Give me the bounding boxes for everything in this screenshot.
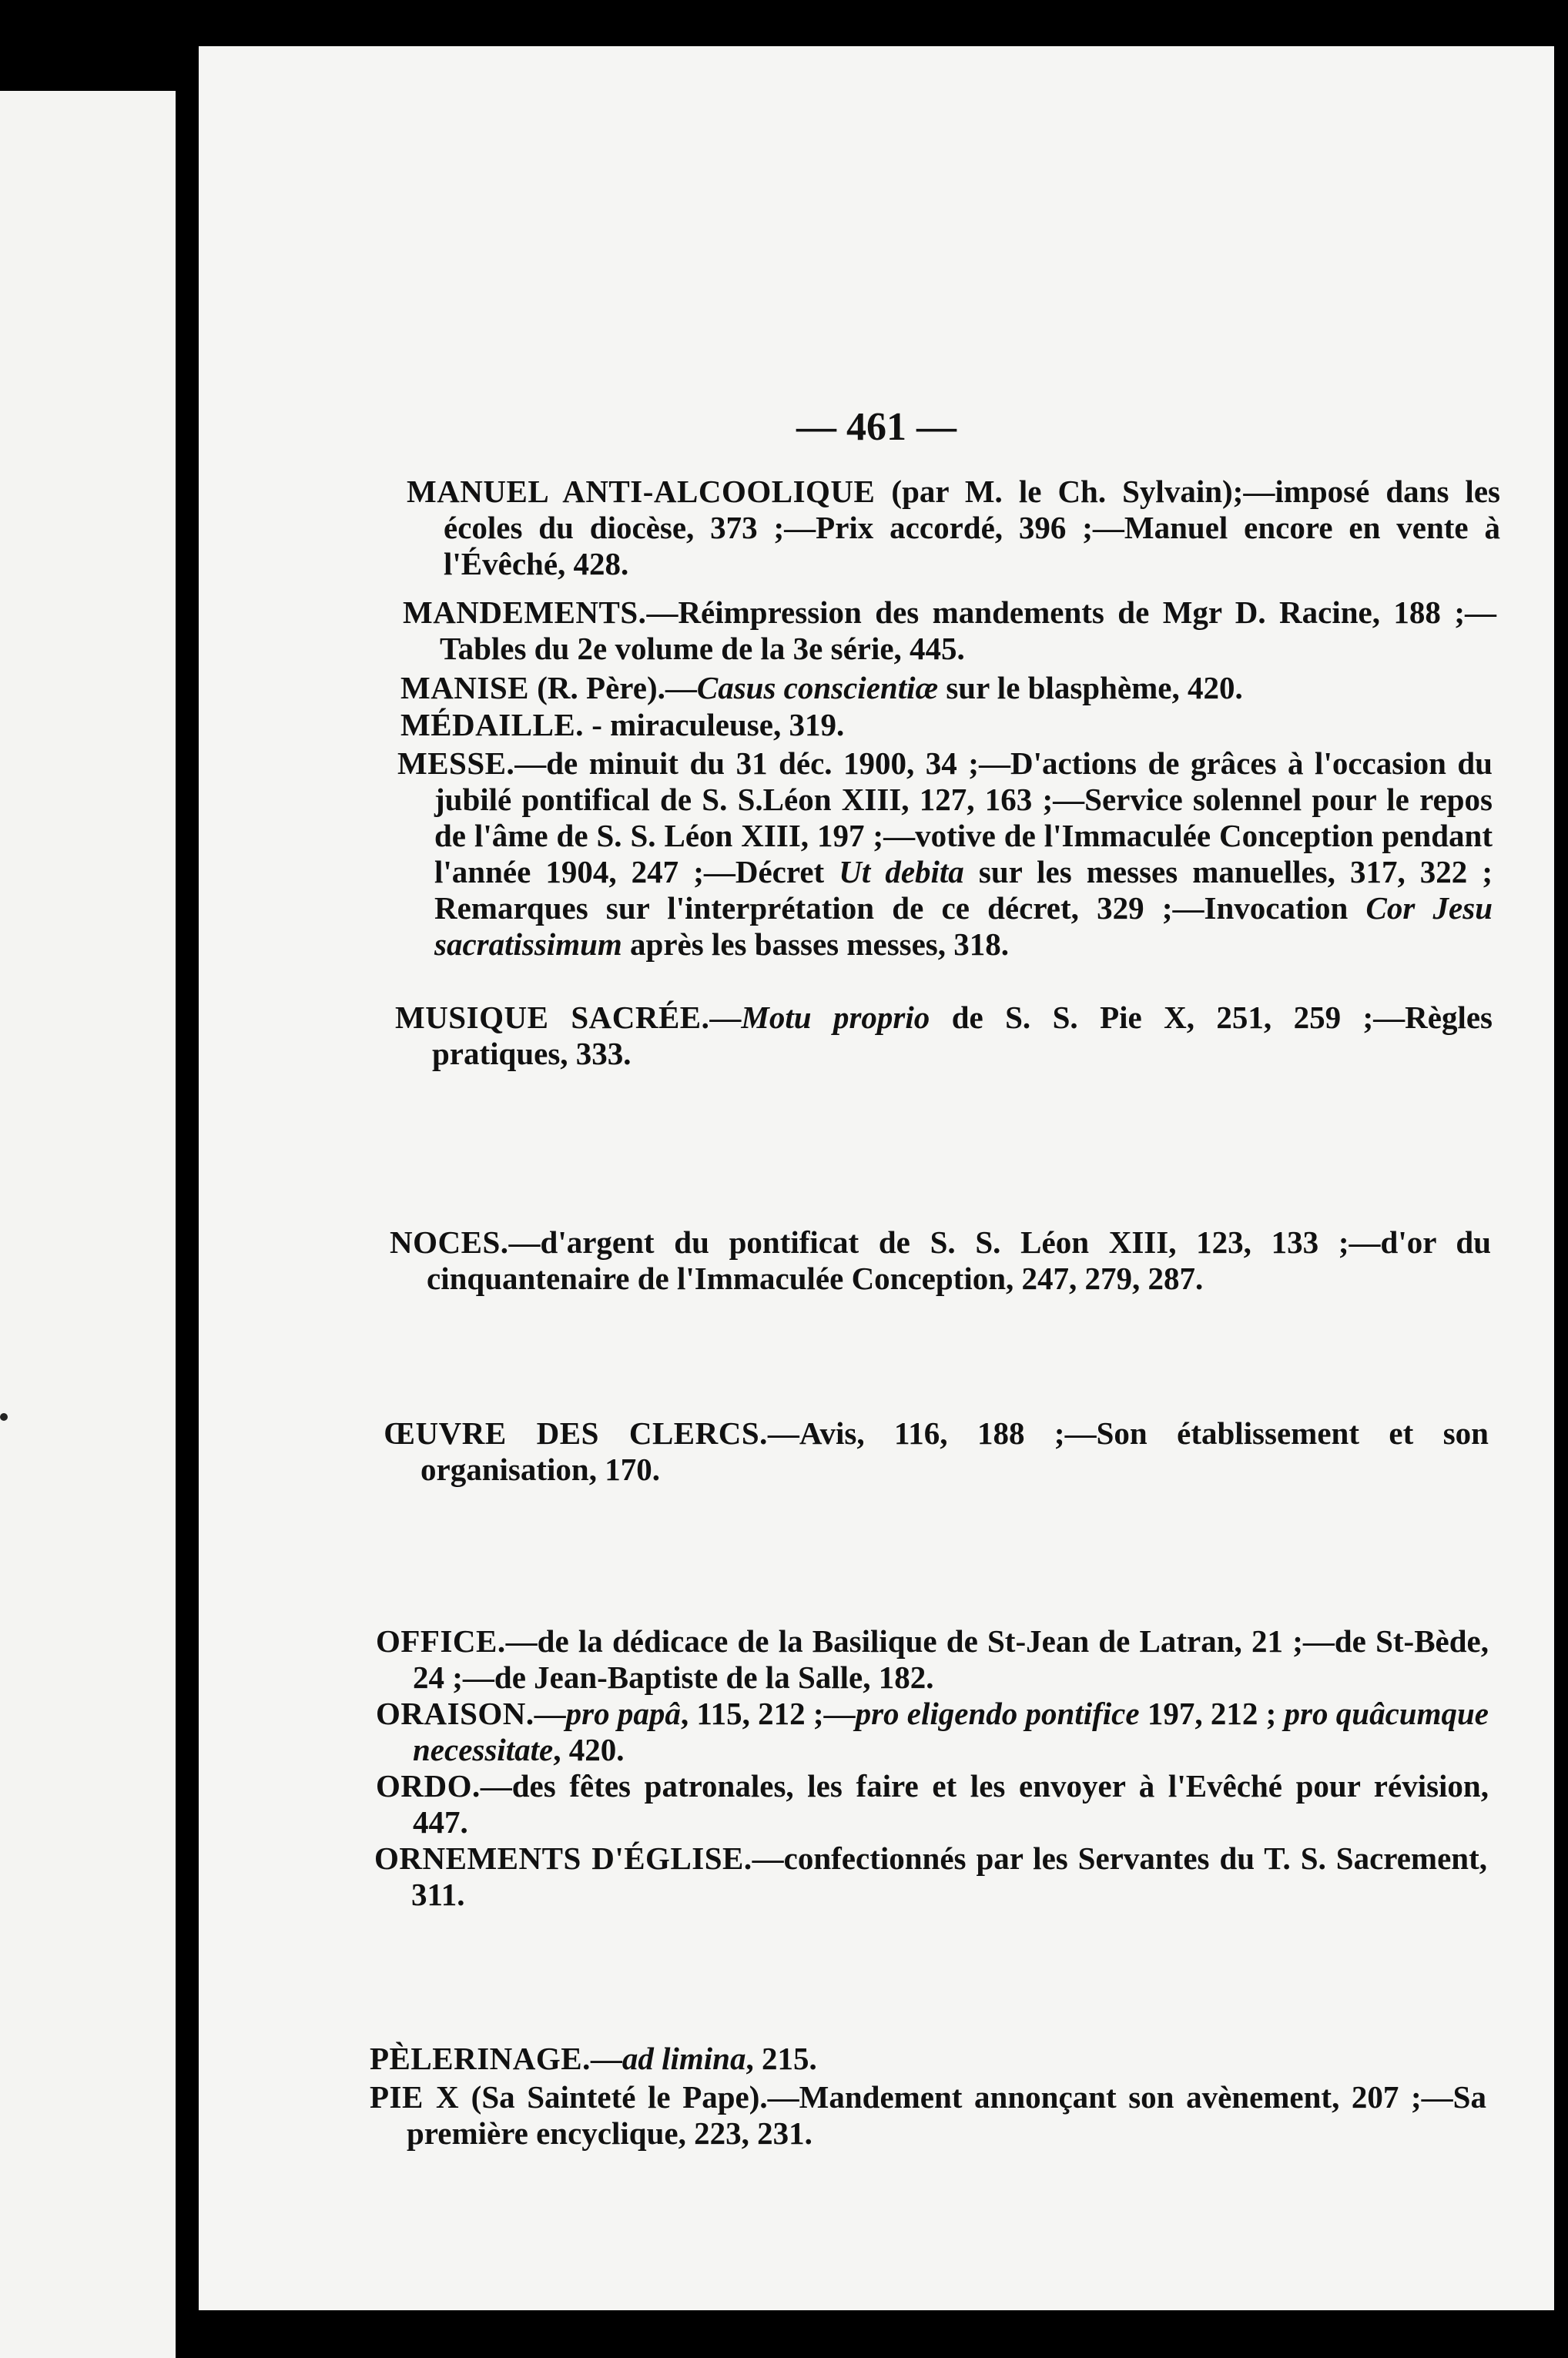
entry-text: (par M. le Ch. Sylvain);—imposé dans les écoles du diocèse, 373 ;—Prix accordé, 396 ;—Manuel encore en vente à l'Évêché, 428. — [444, 474, 1500, 581]
index-entry-mandements — [403, 595, 1496, 667]
adjacent-page-strip — [0, 91, 176, 2358]
entry-text-tail: , 115, 212 ;— — [680, 1696, 856, 1731]
entry-text-tail: sur les messes manuelles, 317, 322 ; Remarques sur l'interprétation de ce décret, 329 ;—Invocation — [434, 854, 1493, 926]
entry-text-tail: de S. S. Pie X, 251, 259 ;—Règles pratiques, 333. — [432, 1000, 1493, 1071]
page-number: — 461 — — [796, 405, 957, 449]
entry-text-tail-2: 197, 212 ; — [1139, 1696, 1285, 1731]
entry-heading: MUSIQUE SACRÉE. — [395, 1000, 710, 1035]
entry-heading: MANISE — [400, 670, 530, 705]
index-entry-ornements — [374, 1841, 1487, 1913]
entry-text: —de minuit du 31 déc. 1900, 34 ;—D'actions de grâces à l'occasion du jubilé pontifical de S. S.Léon XIII, 127, 163 ;—Service solennel pour le repos de l'âme de S. S. Léon XIII, 197 ;—votive de l'Immaculée Conception pendant l'année 1904, 247 ;—Décret — [434, 745, 1493, 889]
entry-text: (Sa Sainteté le Pape).—Mandement annonçant son avènement, 207 ;—Sa première encyclique, 223, 231. — [407, 2079, 1486, 2151]
entry-text: —de la dédicace de la Basilique de St-Jean de Latran, 21 ;—de St-Bède, 24 ;—de Jean-Baptiste de la Salle, 182. — [413, 1623, 1489, 1695]
entry-italic-3: pro quâcumque necessitate — [413, 1696, 1489, 1767]
index-entry-musique — [395, 1000, 1493, 1072]
entry-italic: Casus conscientiæ — [696, 670, 939, 705]
entry-heading: PIE X — [370, 2079, 460, 2115]
entry-text: - miraculeuse, 319. — [584, 707, 845, 742]
entry-text: — — [709, 1000, 742, 1035]
index-entry-office — [376, 1623, 1489, 1696]
entry-text: —confectionnés par les Servantes du T. S. Sacrement, 311. — [411, 1841, 1487, 1912]
entry-heading: MANUEL ANTI-ALCOOLIQUE — [407, 474, 876, 509]
index-entry-noces — [390, 1224, 1491, 1297]
entry-text: —Réimpression des mandements de Mgr D. Racine, 188 ;—Tables du 2e volume de la 3e série, 445. — [440, 595, 1496, 666]
book-gutter — [176, 91, 199, 2358]
entry-italic: ad limina — [622, 2041, 746, 2076]
entry-heading: ŒUVRE DES CLERCS. — [384, 1415, 768, 1451]
index-entry-manuel — [407, 474, 1500, 582]
entry-text: (R. Père).— — [529, 670, 697, 705]
entry-heading: ORAISON. — [376, 1696, 534, 1731]
entry-heading: ORDO. — [376, 1768, 481, 1804]
entry-text: —Avis, 116, 188 ;—Son établissement et son organisation, 170. — [420, 1415, 1489, 1487]
entry-heading: PÈLERINAGE. — [370, 2041, 591, 2076]
entry-text: — — [534, 1696, 566, 1731]
index-entry-messe — [397, 745, 1493, 963]
entry-italic: pro papâ — [565, 1696, 681, 1731]
entry-text-tail-3: , 420. — [553, 1732, 625, 1767]
entry-heading: MANDEMENTS. — [403, 595, 647, 630]
index-entry-oeuvre — [384, 1415, 1489, 1488]
entry-italic-2: Cor Jesu sacratissimum — [434, 890, 1493, 962]
index-entries — [199, 46, 1554, 2310]
entry-heading: MESSE. — [397, 745, 515, 781]
index-entry-medaille — [400, 707, 1494, 743]
entry-heading: ORNEMENTS D'ÉGLISE. — [374, 1841, 752, 1876]
entry-text: — — [590, 2041, 622, 2076]
index-entry-oraison — [376, 1696, 1489, 1768]
index-entry-manise — [400, 670, 1494, 706]
entry-italic: Ut debita — [839, 854, 964, 889]
document-page — [199, 46, 1554, 2310]
entry-text: —des fêtes patronales, les faire et les envoyer à l'Evêché pour révision, 447. — [413, 1768, 1489, 1840]
entry-text: —d'argent du pontificat de S. S. Léon XIII, 123, 133 ;—d'or du cinquantenaire de l'Immaculée Conception, 247, 279, 287. — [427, 1224, 1491, 1296]
entry-heading: OFFICE. — [376, 1623, 506, 1659]
entry-italic: Motu proprio — [741, 1000, 930, 1035]
entry-text-tail-2: après les basses messes, 318. — [622, 926, 1010, 962]
entry-heading: MÉDAILLE. — [400, 707, 585, 742]
entry-italic-2: pro eligendo pontifice — [855, 1696, 1140, 1731]
entry-heading: NOCES. — [390, 1224, 509, 1260]
index-entry-pie-x — [370, 2079, 1486, 2152]
scan-mark — [0, 1413, 8, 1421]
entry-text-tail: sur le blasphème, 420. — [938, 670, 1243, 705]
index-entry-ordo — [376, 1768, 1489, 1841]
index-entry-pelerinage — [370, 2041, 1486, 2077]
entry-text-tail: , 215. — [745, 2041, 817, 2076]
